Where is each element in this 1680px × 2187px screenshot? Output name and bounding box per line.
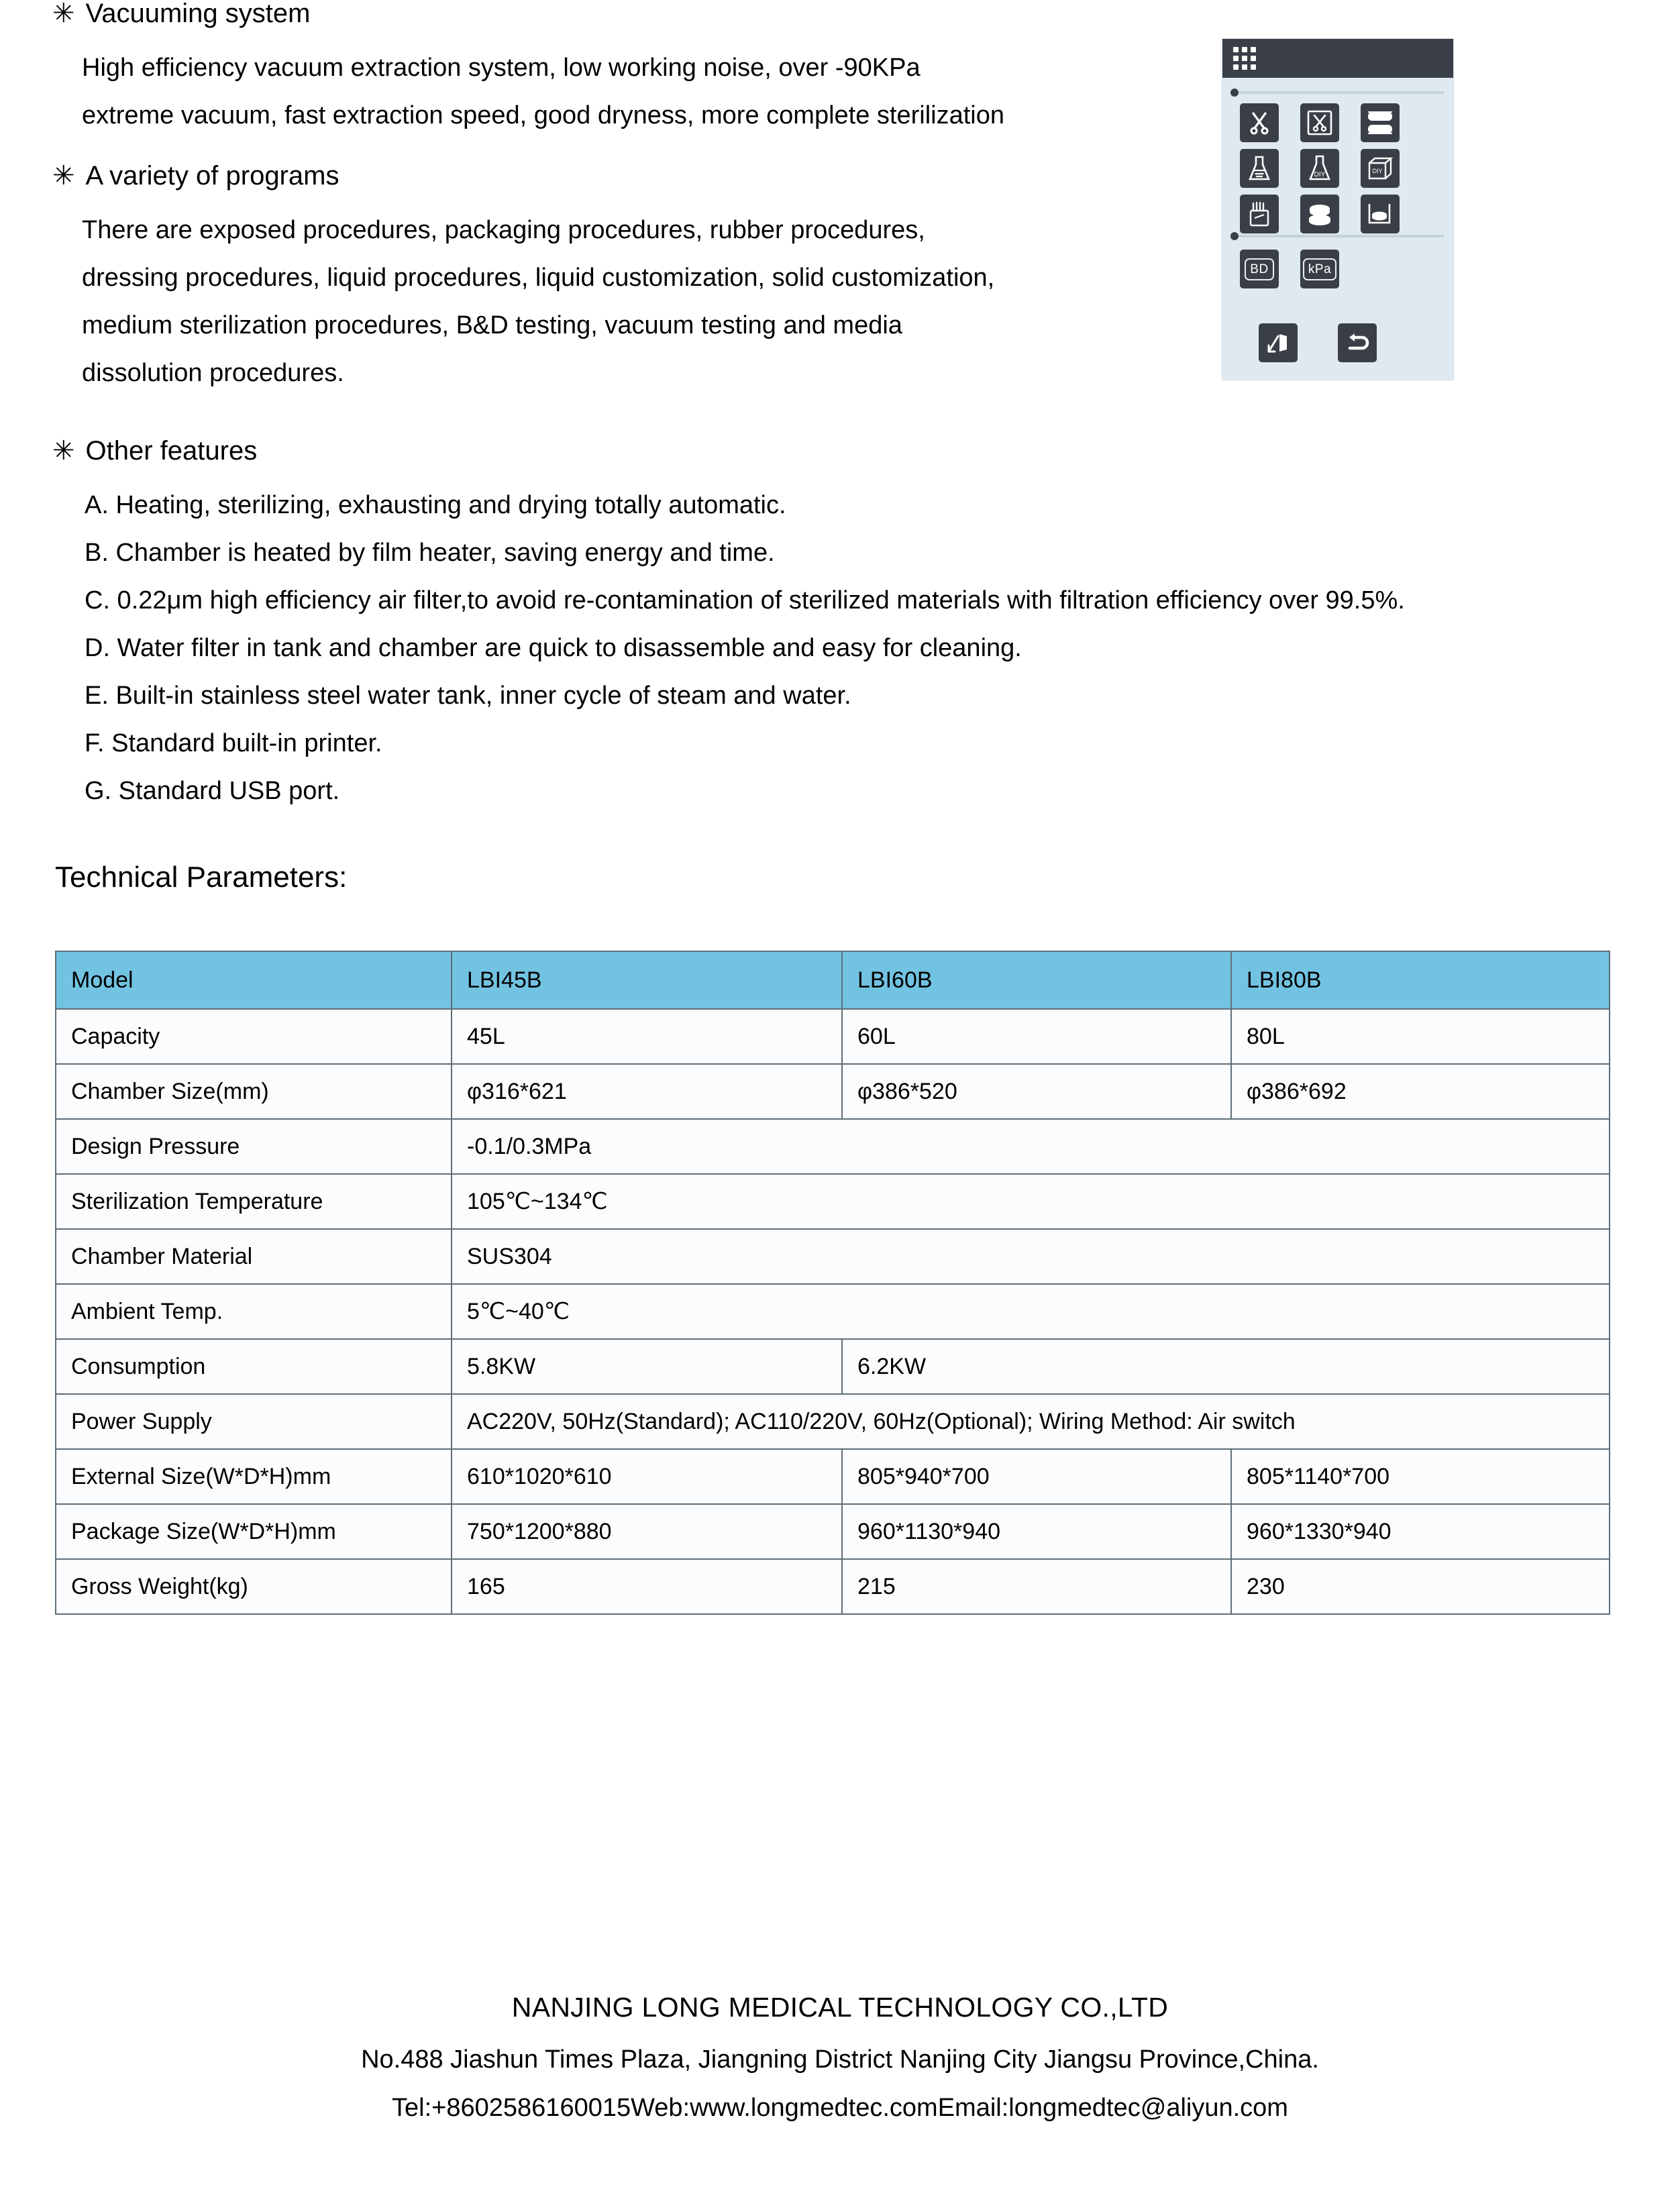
- table-cell: 80L: [1231, 1009, 1610, 1064]
- feature-variety-of-programs: [52, 162, 1206, 397]
- table-cell: 6.2KW: [842, 1339, 1610, 1394]
- page-title: Technical Parameters:: [55, 861, 348, 894]
- list-item: B. Chamber is heated by film heater, saving energy and time.: [85, 539, 775, 567]
- spacer: [0, 2021, 1680, 2047]
- table-cell: 805*1140*700: [1231, 1449, 1610, 1504]
- table-cell: 165: [452, 1559, 842, 1614]
- list-item: D. Water filter in tank and chamber are quick to disassemble and easy for cleaning.: [85, 634, 1022, 662]
- table-cell: 750*1200*880: [452, 1504, 842, 1559]
- table-body: [56, 1009, 1610, 1614]
- bd-test-button[interactable]: [1240, 250, 1279, 288]
- column-header-lbi45b: LBI45B: [452, 951, 842, 1009]
- table-row: [56, 1394, 1610, 1449]
- table-row: [56, 1339, 1610, 1394]
- footer-address: No.488 Jiashun Times Plaza, Jiangning District Nanjing City Jiangsu Province,China.: [361, 2045, 1319, 2074]
- svg-text:DIY: DIY: [1314, 171, 1326, 178]
- table-cell: 805*940*700: [842, 1449, 1231, 1504]
- bd-test-label: BD: [1245, 258, 1273, 280]
- table-cell: -0.1/0.3MPa: [452, 1119, 1610, 1174]
- asterisk-bullet-icon: ✳: [52, 161, 75, 191]
- feature-line: dressing procedures, liquid procedures, liquid customization, solid customization,: [82, 264, 995, 292]
- list-item: G. Standard USB port.: [85, 777, 340, 805]
- feature-heading-label: A variety of programs: [85, 161, 339, 191]
- list-item: C. 0.22μm high efficiency air filter,to avoid re-contamination of sterilized materials with filtration efficiency over 99.5%.: [85, 586, 1405, 615]
- wrapped-instruments-icon[interactable]: [1300, 103, 1339, 142]
- solid-diy-box-icon[interactable]: [1361, 149, 1400, 188]
- row-label: Package Size(W*D*H)mm: [56, 1504, 452, 1559]
- column-header-model: Model: [56, 951, 452, 1009]
- table-cell: 215: [842, 1559, 1231, 1614]
- other-features-section: [52, 436, 1405, 815]
- svg-text:DIY: DIY: [1372, 168, 1383, 174]
- panel-divider-top: [1232, 91, 1444, 94]
- spacer: [52, 27, 1206, 44]
- kpa-vacuum-test-button[interactable]: [1300, 250, 1339, 288]
- spacer: [52, 189, 1206, 207]
- feature-body: [52, 207, 1206, 397]
- feature-line: There are exposed procedures, packaging procedures, rubber procedures,: [82, 216, 925, 244]
- media-stack-icon[interactable]: [1300, 195, 1339, 233]
- table-row: [56, 1064, 1610, 1119]
- table-cell: 45L: [452, 1009, 842, 1064]
- table-cell: 5℃~40℃: [452, 1284, 1610, 1339]
- kpa-test-label: kPa: [1303, 258, 1336, 280]
- dot-grid-icon: [1233, 47, 1256, 70]
- control-panel-topbar: [1222, 39, 1453, 78]
- other-features-heading-label: Other features: [85, 436, 258, 466]
- feature-heading: [52, 0, 1206, 27]
- table-row: [56, 1009, 1610, 1064]
- row-label: Capacity: [56, 1009, 452, 1064]
- table-cell: 960*1130*940: [842, 1504, 1231, 1559]
- table-row: [56, 1504, 1610, 1559]
- footer: [0, 1994, 1680, 2121]
- list-item: E. Built-in stainless steel water tank, inner cycle of steam and water.: [85, 682, 851, 710]
- spacer: [52, 464, 1206, 482]
- control-panel-body: [1222, 78, 1453, 380]
- control-panel-image: [1222, 39, 1453, 380]
- feature-line: medium sterilization procedures, B&D testing, vacuum testing and media: [82, 311, 902, 339]
- row-label: Ambient Temp.: [56, 1284, 452, 1339]
- table-cell: 610*1020*610: [452, 1449, 842, 1504]
- table-row: [56, 1174, 1610, 1229]
- other-features-heading: [52, 437, 1206, 464]
- row-label: Power Supply: [56, 1394, 452, 1449]
- table-cell: 960*1330*940: [1231, 1504, 1610, 1559]
- column-header-lbi80b: LBI80B: [1231, 951, 1610, 1009]
- table-cell: AC220V, 50Hz(Standard); AC110/220V, 60Hz(Optional); Wiring Method: Air switch: [452, 1394, 1610, 1449]
- table-cell: φ386*520: [842, 1064, 1231, 1119]
- asterisk-bullet-icon: ✳: [52, 0, 75, 28]
- nav-button-row: [1259, 323, 1377, 362]
- feature-line: dissolution procedures.: [82, 359, 344, 387]
- liquid-diy-flask-icon[interactable]: [1300, 149, 1339, 188]
- table-cell: φ386*692: [1231, 1064, 1610, 1119]
- unwrapped-instruments-icon[interactable]: [1240, 103, 1279, 142]
- list-item: A. Heating, sterilizing, exhausting and drying totally automatic.: [85, 491, 786, 519]
- row-label: Consumption: [56, 1339, 452, 1394]
- row-label: Gross Weight(kg): [56, 1559, 452, 1614]
- back-return-button[interactable]: [1338, 323, 1377, 362]
- table-row: [56, 1449, 1610, 1504]
- table-row: [56, 1284, 1610, 1339]
- feature-line: extreme vacuum, fast extraction speed, good dryness, more complete sterilization: [82, 101, 1004, 129]
- table-cell: 60L: [842, 1009, 1231, 1064]
- feature-body: [52, 44, 1206, 140]
- table-cell: 5.8KW: [452, 1339, 842, 1394]
- technical-parameters-table: [55, 951, 1610, 1615]
- door-open-button[interactable]: [1259, 323, 1298, 362]
- spacer: [0, 2072, 1680, 2095]
- table-row: [56, 1559, 1610, 1614]
- other-features-list: [52, 482, 1405, 815]
- media-dissolution-icon[interactable]: [1361, 195, 1400, 233]
- list-item: F. Standard built-in printer.: [85, 729, 382, 757]
- feature-vacuuming-system: [52, 0, 1206, 140]
- asterisk-bullet-icon: ✳: [52, 436, 75, 466]
- row-label: Chamber Size(mm): [56, 1064, 452, 1119]
- program-button-grid: [1240, 103, 1434, 233]
- table-cell: 230: [1231, 1559, 1610, 1614]
- row-label: Chamber Material: [56, 1229, 452, 1284]
- rubber-tubes-icon[interactable]: [1240, 195, 1279, 233]
- panel-divider-bottom: [1232, 235, 1444, 237]
- test-button-row: [1240, 250, 1339, 288]
- textile-dressing-icon[interactable]: [1361, 103, 1400, 142]
- table-cell: φ316*621: [452, 1064, 842, 1119]
- table-header-row: [56, 951, 1610, 1009]
- spacer: [52, 140, 1206, 162]
- row-label: External Size(W*D*H)mm: [56, 1449, 452, 1504]
- row-label: Sterilization Temperature: [56, 1174, 452, 1229]
- column-header-lbi60b: LBI60B: [842, 951, 1231, 1009]
- table-cell: SUS304: [452, 1229, 1610, 1284]
- footer-company-name: NANJING LONG MEDICAL TECHNOLOGY CO.,LTD: [511, 1992, 1169, 2023]
- liquid-flask-icon[interactable]: [1240, 149, 1279, 188]
- table-row: [56, 1229, 1610, 1284]
- table-cell: 105℃~134℃: [452, 1174, 1610, 1229]
- footer-contact: Tel:+8602586160015Web:www.longmedtec.comEmail:longmedtec@aliyun.com: [392, 2094, 1288, 2122]
- feature-line: High efficiency vacuum extraction system, low working noise, over -90KPa: [82, 54, 921, 82]
- feature-heading: [52, 162, 1206, 189]
- row-label: Design Pressure: [56, 1119, 452, 1174]
- table-row: [56, 1119, 1610, 1174]
- feature-heading-label: Vacuuming system: [85, 0, 311, 28]
